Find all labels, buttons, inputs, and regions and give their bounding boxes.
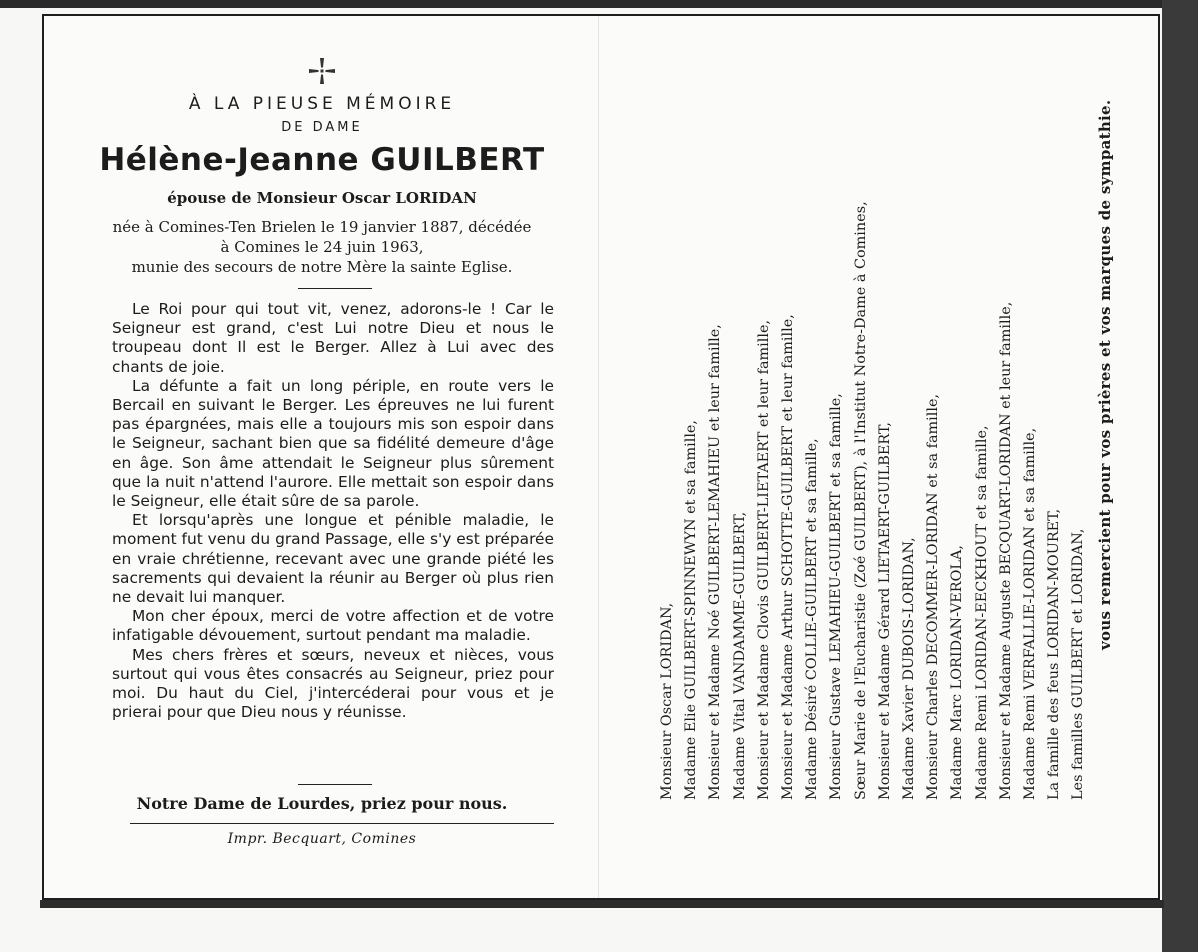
paragraph: Le Roi pour qui tout vit, venez, adorons-le ! Car le Seigneur est grand, c'est Lui notre Dieu et nous le troupeau dont Il est le Berger. Allez à Lui avec des chants de joie. [112, 300, 554, 376]
family-line: Madame Désiré COLLIE-GUILBERT et sa famille, [804, 438, 821, 800]
scan-edge-top [0, 0, 1198, 8]
divider [130, 823, 554, 824]
family-line: Monsieur Charles DECOMMER-LORIDAN et sa famille, [925, 393, 942, 800]
divider [298, 784, 372, 785]
left-panel [44, 16, 600, 898]
paragraph: Mes chers frères et sœurs, neveux et nièces, vous surtout qui vous êtes consacrés au Seigneur, priez pour moi. Du haut du Ciel, j'intercéderai pour vous et je prierai pour que Dieu nous y réunisse. [112, 645, 554, 722]
prayer-line: Notre Dame de Lourdes, priez pour nous. [136, 794, 508, 813]
thanks-line: vous remercient pour vos prières et vos marques de sympathie. [1096, 99, 1114, 650]
paragraph: Mon cher époux, merci de votre affection et de votre infatigable dévouement, surtout pendant ma maladie. [112, 607, 554, 645]
memorial-text [112, 300, 554, 722]
family-line: Sœur Marie de l'Eucharistie (Zoé GUILBERT), à l'Institut Notre-Dame à Comines, [852, 201, 869, 800]
family-line: Madame Xavier DUBOIS-LORIDAN, [901, 537, 918, 800]
family-list [655, 60, 1135, 800]
memorial-subheading: DE DAME [281, 120, 363, 135]
spouse-line: épouse de Monsieur Oscar LORIDAN [167, 189, 477, 207]
family-line: La famille des feus LORIDAN-MOURET, [1046, 508, 1063, 800]
paragraph: Et lorsqu'après une longue et pénible maladie, le moment fut venu du grand Passage, elle s'y est préparée en vraie chrétienne, recevant avec une grande piété les sacrements qui devaient la réunir au Berger où plus rien ne devait lui manquer. [112, 511, 554, 607]
card-shadow [40, 900, 1164, 908]
family-line: Monsieur et Madame Clovis GUILBERT-LIETAERT et leur famille, [755, 319, 772, 800]
birth-death-line: née à Comines-Ten Brielen le 19 janvier 1887, décédée [112, 218, 532, 236]
family-line: Monsieur Oscar LORIDAN, [659, 602, 675, 800]
birth-death-line: à Comines le 24 juin 1963, [220, 238, 424, 256]
divider [298, 288, 372, 289]
family-line: Madame Vital VANDAMME-GUILBERT, [731, 511, 748, 800]
family-line: Madame Remi VERFALLIE-LORIDAN et sa famille, [1022, 427, 1039, 800]
family-line: Madame Elie GUILBERT-SPINNEWYN et sa famille, [683, 419, 700, 800]
birth-death-line: munie des secours de notre Mère la sainte Eglise. [131, 258, 513, 276]
paragraph: La défunte a fait un long périple, en route vers le Bercail en suivant le Berger. Les épreuves ne lui furent pas épargnées, mais elle a toujours mis son espoir dans le Seigneur, sachant bien que sa fidélité demeure d'âge en âge. Son âme attendait le Seigneur plus sûrement que la nuit n'attend l'aurore. Elle mettait son espoir dans le Seigneur, elle était sûre de sa parole. [112, 376, 554, 511]
printer-credit: Impr. Becquart, Comines [227, 831, 417, 847]
family-line: Les familles GUILBERT et LORIDAN, [1070, 528, 1087, 800]
family-line: Monsieur et Madame Gérard LIETAERT-GUILBERT, [876, 422, 893, 800]
cross-icon [307, 56, 337, 86]
family-line: Monsieur et Madame Arthur SCHOTTE-GUILBERT et leur famille, [780, 314, 797, 800]
family-line: Monsieur Gustave LEMAHIEU-GUILBERT et sa famille, [828, 393, 845, 800]
scan-edge-right [1162, 0, 1198, 952]
birth-death-info [44, 217, 600, 277]
deceased-name: Hélène-Jeanne GUILBERT [99, 142, 545, 178]
family-line: Monsieur et Madame Noé GUILBERT-LEMAHIEU et leur famille, [707, 324, 724, 800]
family-line: Madame Marc LORIDAN-VEROLA, [949, 545, 966, 800]
family-line: Madame Remi LORIDAN-EECKHOUT et sa famille, [973, 425, 990, 800]
family-line: Monsieur et Madame Auguste BECQUART-LORIDAN et leur famille, [997, 301, 1014, 800]
memorial-heading: À LA PIEUSE MÉMOIRE [188, 94, 456, 114]
